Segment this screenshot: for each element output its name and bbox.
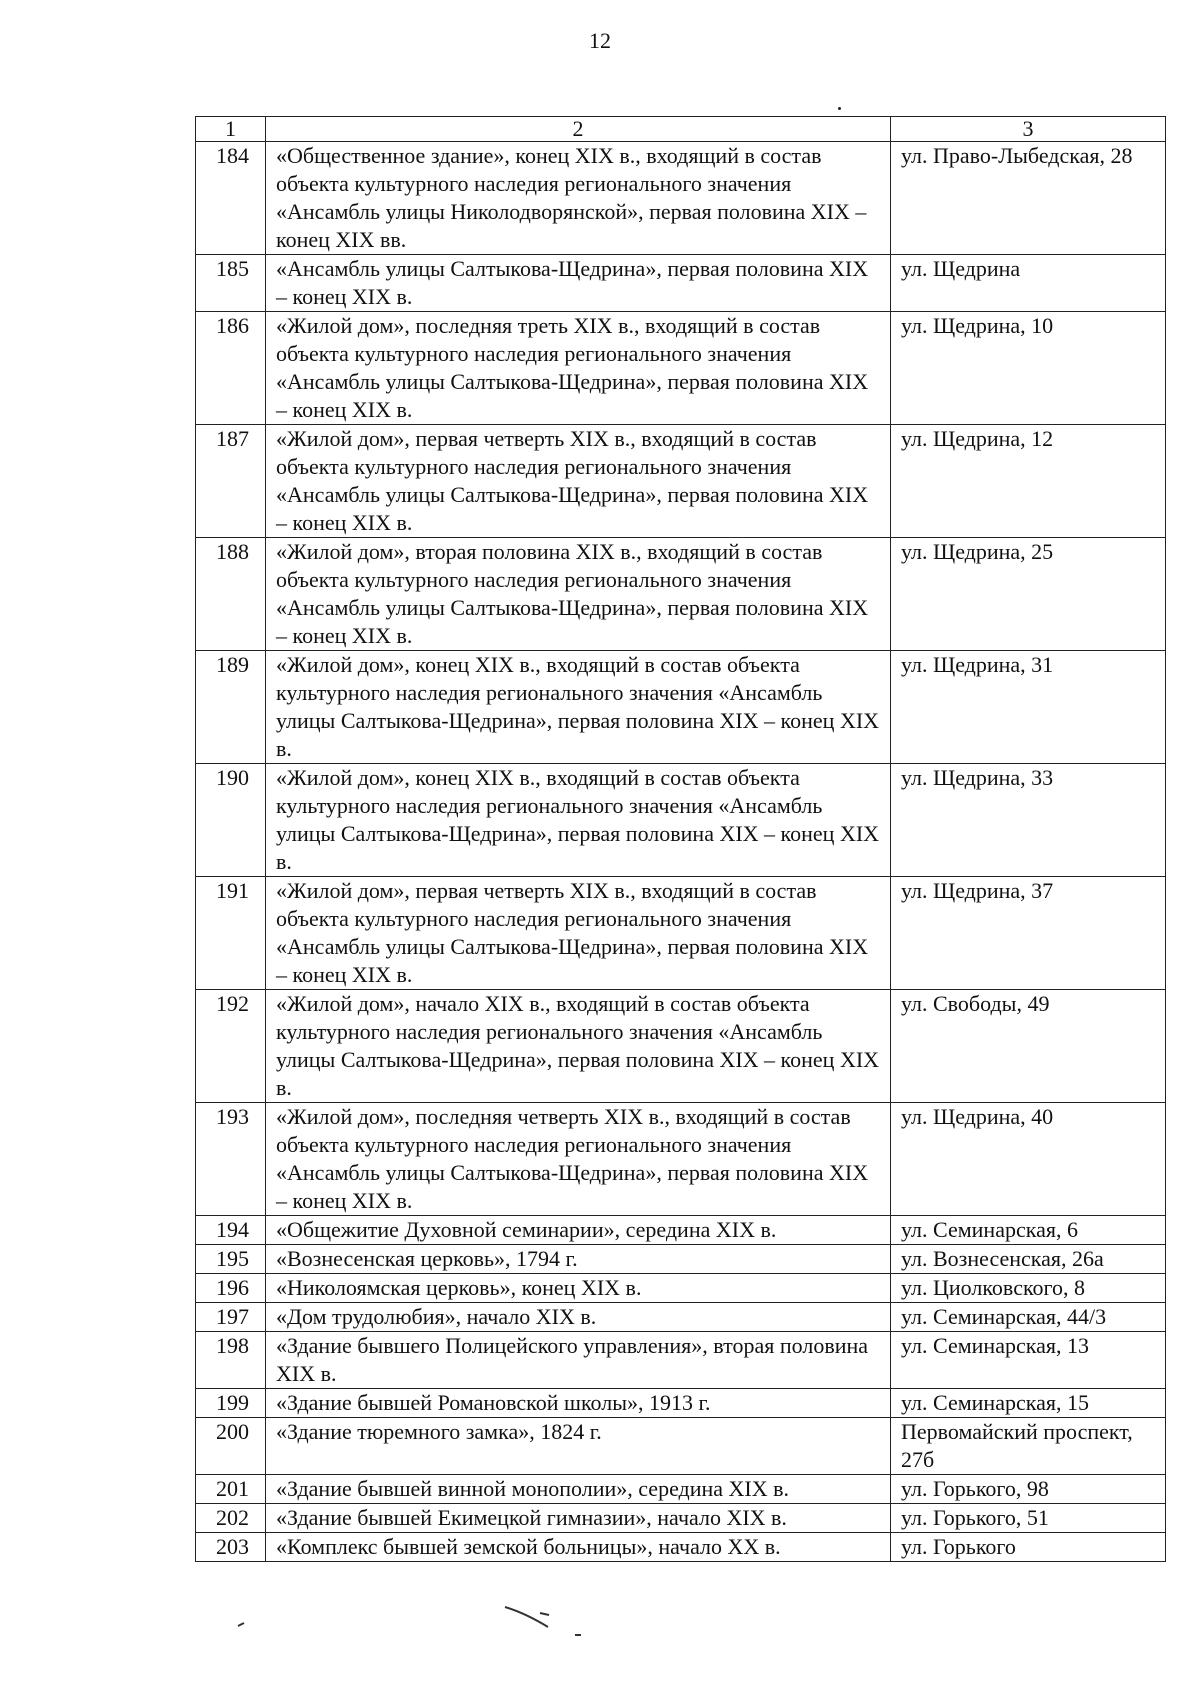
- object-name: «Здание бывшей Романовской школы», 1913 г.: [266, 1389, 891, 1418]
- row-number: 185: [196, 255, 266, 312]
- row-number: 189: [196, 651, 266, 764]
- table-row: [196, 651, 1166, 764]
- row-number: 200: [196, 1418, 266, 1475]
- object-name: «Здание бывшей Екимецкой гимназии», начало XIX в.: [266, 1504, 891, 1533]
- object-address: ул. Семинарская, 13: [891, 1332, 1166, 1389]
- object-address: ул. Щедрина, 12: [891, 425, 1166, 538]
- object-address: ул. Щедрина, 40: [891, 1103, 1166, 1216]
- object-name: «Дом трудолюбия», начало XIX в.: [266, 1303, 891, 1332]
- row-number: 195: [196, 1245, 266, 1274]
- table-row: [196, 990, 1166, 1103]
- row-number: 202: [196, 1504, 266, 1533]
- object-name: «Жилой дом», вторая половина XIX в., входящий в состав объекта культурного наследия регионального значения «Ансамбль улицы Салтыкова-Щедрина», первая половина XIX – конец XIX в.: [266, 538, 891, 651]
- table-row: [196, 1389, 1166, 1418]
- object-address: ул. Семинарская, 6: [891, 1216, 1166, 1245]
- object-name: «Жилой дом», начало XIX в., входящий в состав объекта культурного наследия регионального значения «Ансамбль улицы Салтыкова-Щедрина», первая половина XIX – конец XIX в.: [266, 990, 891, 1103]
- table-row: [196, 1418, 1166, 1475]
- table-row: [196, 1103, 1166, 1216]
- column-header-name: 2: [266, 117, 891, 142]
- table-row: [196, 1475, 1166, 1504]
- object-name: «Комплекс бывшей земской больницы», начало XX в.: [266, 1533, 891, 1562]
- object-name: «Общественное здание», конец XIX в., входящий в состав объекта культурного наследия регионального значения «Ансамбль улицы Николодворянской», первая половина XIX – конец XIX вв.: [266, 142, 891, 255]
- table-row: [196, 1332, 1166, 1389]
- table-row: [196, 1533, 1166, 1562]
- object-address: ул. Вознесенская, 26а: [891, 1245, 1166, 1274]
- scan-speck: [838, 107, 841, 110]
- row-number: 190: [196, 764, 266, 877]
- object-address: ул. Циолковского, 8: [891, 1274, 1166, 1303]
- object-address: ул. Щедрина, 31: [891, 651, 1166, 764]
- row-number: 199: [196, 1389, 266, 1418]
- object-name: «Жилой дом», последняя четверть XIX в., входящий в состав объекта культурного наследия регионального значения «Ансамбль улицы Салтыкова-Щедрина», первая половина XIX – конец XIX в.: [266, 1103, 891, 1216]
- table-row: [196, 877, 1166, 990]
- row-number: 194: [196, 1216, 266, 1245]
- column-header-number: 1: [196, 117, 266, 142]
- object-address: Первомайский проспект, 27б: [891, 1418, 1166, 1475]
- object-address: ул. Право-Лыбедская, 28: [891, 142, 1166, 255]
- table-row: [196, 1216, 1166, 1245]
- object-name: «Здание бывшей винной монополии», середина XIX в.: [266, 1475, 891, 1504]
- object-name: «Общежитие Духовной семинарии», середина XIX в.: [266, 1216, 891, 1245]
- table-row: [196, 1504, 1166, 1533]
- object-name: «Здание бывшего Полицейского управления», вторая половина XIX в.: [266, 1332, 891, 1389]
- object-name: «Жилой дом», первая четверть XIX в., входящий в состав объекта культурного наследия регионального значения «Ансамбль улицы Салтыкова-Щедрина», первая половина XIX – конец XIX в.: [266, 877, 891, 990]
- row-number: 196: [196, 1274, 266, 1303]
- object-name: «Жилой дом», первая четверть XIX в., входящий в состав объекта культурного наследия регионального значения «Ансамбль улицы Салтыкова-Щедрина», первая половина XIX – конец XIX в.: [266, 425, 891, 538]
- row-number: 184: [196, 142, 266, 255]
- object-name: «Жилой дом», последняя треть XIX в., входящий в состав объекта культурного наследия регионального значения «Ансамбль улицы Салтыкова-Щедрина», первая половина XIX – конец XIX в.: [266, 312, 891, 425]
- object-address: ул. Горького, 51: [891, 1504, 1166, 1533]
- object-address: ул. Горького, 98: [891, 1475, 1166, 1504]
- object-address: ул. Семинарская, 15: [891, 1389, 1166, 1418]
- row-number: 193: [196, 1103, 266, 1216]
- table-row: [196, 142, 1166, 255]
- table-row: [196, 425, 1166, 538]
- object-name: «Жилой дом», конец XIX в., входящий в состав объекта культурного наследия регионального значения «Ансамбль улицы Салтыкова-Щедрина», первая половина XIX – конец XIX в.: [266, 651, 891, 764]
- object-address: ул. Щедрина, 37: [891, 877, 1166, 990]
- object-address: ул. Горького: [891, 1533, 1166, 1562]
- object-name: «Николоямская церковь», конец XIX в.: [266, 1274, 891, 1303]
- row-number: 198: [196, 1332, 266, 1389]
- row-number: 186: [196, 312, 266, 425]
- row-number: 187: [196, 425, 266, 538]
- object-address: ул. Семинарская, 44/3: [891, 1303, 1166, 1332]
- table-header-row: [196, 117, 1166, 142]
- object-name: «Вознесенская церковь», 1794 г.: [266, 1245, 891, 1274]
- heritage-objects-table: [195, 116, 1166, 1562]
- row-number: 201: [196, 1475, 266, 1504]
- table-row: [196, 764, 1166, 877]
- object-address: ул. Щедрина, 10: [891, 312, 1166, 425]
- object-address: ул. Щедрина, 33: [891, 764, 1166, 877]
- object-address: ул. Свободы, 49: [891, 990, 1166, 1103]
- object-address: ул. Щедрина: [891, 255, 1166, 312]
- table-row: [196, 1303, 1166, 1332]
- object-name: «Здание тюремного замка», 1824 г.: [266, 1418, 891, 1475]
- scan-marks: [0, 1583, 1200, 1703]
- page-number: 12: [589, 28, 611, 53]
- table-row: [196, 538, 1166, 651]
- row-number: 191: [196, 877, 266, 990]
- object-name: «Ансамбль улицы Салтыкова-Щедрина», первая половина XIX – конец XIX в.: [266, 255, 891, 312]
- row-number: 188: [196, 538, 266, 651]
- row-number: 192: [196, 990, 266, 1103]
- table-row: [196, 1274, 1166, 1303]
- row-number: 203: [196, 1533, 266, 1562]
- table-row: [196, 312, 1166, 425]
- object-address: ул. Щедрина, 25: [891, 538, 1166, 651]
- object-name: «Жилой дом», конец XIX в., входящий в состав объекта культурного наследия регионального значения «Ансамбль улицы Салтыкова-Щедрина», первая половина XIX – конец XIX в.: [266, 764, 891, 877]
- table-row: [196, 1245, 1166, 1274]
- row-number: 197: [196, 1303, 266, 1332]
- table-row: [196, 255, 1166, 312]
- column-header-address: 3: [891, 117, 1166, 142]
